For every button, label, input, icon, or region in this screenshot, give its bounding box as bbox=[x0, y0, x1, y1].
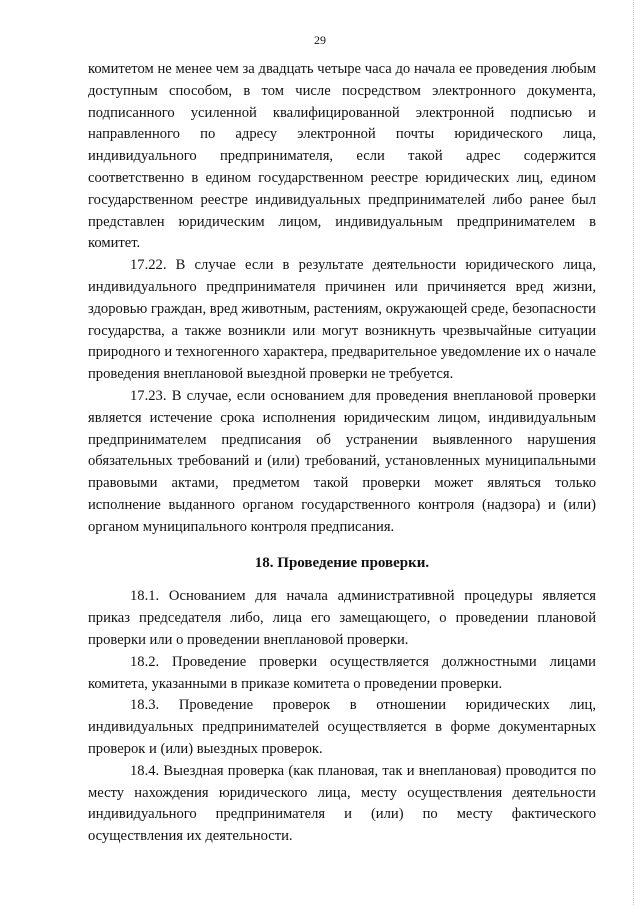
section-heading: 18. Проведение проверки. bbox=[254, 554, 430, 571]
paragraph-continuation: комитетом не менее чем за двадцать четыре часа до начала ее проведения любым доступным способом, в том числе посредством электронного документа, подписанного усиленной квалифицированной электронной подписью и направленного по адресу электронной почты юридического лица, индивидуального предпринимателя, если такой адрес содержится соответственно в едином государственном реестре юридических лиц, едином государственном реестре индивидуальных предпринимателей либо ранее был представлен юридическим лицом, индивидуальным предпринимателем в комитет. bbox=[88, 61, 596, 252]
paragraph-17-22: 17.22. В случае если в результате деятельности юридического лица, индивидуального предпринимателя причинен или причиняется вред жизни, здоровью граждан, вред животным, растениям, окружающей среде, безопасности государства, а также возникли или могут возникнуть чрезвычайные ситуации природного и техногенного характера, предварительное уведомление их о начале проведения внеплановой выездной проверки не требуется. bbox=[88, 257, 596, 383]
paragraph-17-23: 17.23. В случае, если основанием для проведения внеплановой проверки является истечение срока исполнения юридическим лицом, индивидуальным предпринимателем предписания об устранении выявленного нарушения обязательных требований и (или) требований, установленных муниципальными правовыми актами, предметом такой проверки может являться только исполнение выданного органом государственного контроля (надзора) и (или) органом муниципального контроля предписания. bbox=[88, 387, 596, 535]
paragraph-18-1: 18.1. Основанием для начала административной процедуры является приказ председателя либо, лица его замещающего, о проведении плановой проверки или о проведении внеплановой проверки. bbox=[88, 588, 596, 648]
paragraph-18-2: 18.2. Проведение проверки осуществляется должностными лицами комитета, указанными в приказе комитета о проведении проверки. bbox=[88, 653, 596, 692]
document-body bbox=[88, 59, 596, 848]
page-number: 29 bbox=[314, 33, 326, 47]
scan-edge-artifact bbox=[631, 0, 634, 905]
paragraph-18-3: 18.3. Проведение проверок в отношении юридических лиц, индивидуальных предпринимателей осуществляется в форме документарных проверок и (или) выездных проверок. bbox=[88, 697, 596, 757]
paragraph-18-4: 18.4. Выездная проверка (как плановая, так и внеплановая) проводится по месту нахождения юридического лица, месту осуществления деятельности индивидуального предпринимателя и (или) по месту фактического осуществления их деятельности. bbox=[88, 762, 596, 845]
